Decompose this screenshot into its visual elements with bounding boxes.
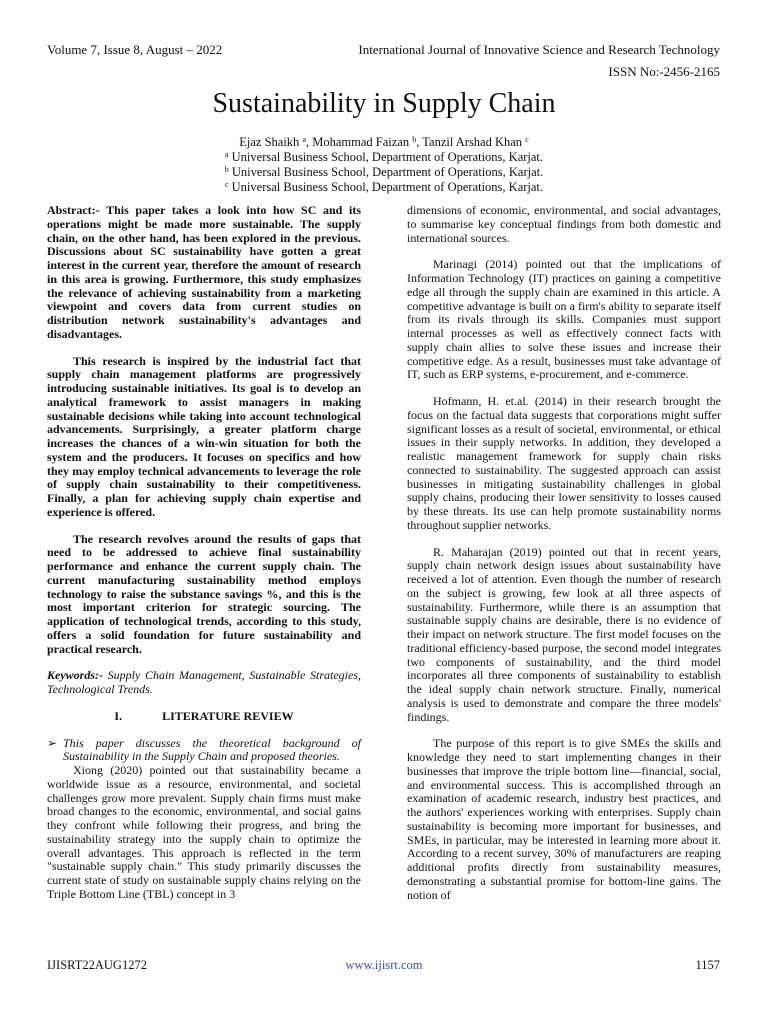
paper-title: Sustainability in Supply Chain <box>212 88 556 119</box>
author-sep: , <box>306 135 313 149</box>
paper-code: IJISRT22AUG1272 <box>47 958 147 972</box>
journal-url-link[interactable]: www.ijisrt.com <box>345 958 423 972</box>
affiliation-a-sup: a <box>224 150 229 159</box>
section-title: LITERATURE REVIEW <box>162 708 294 723</box>
abstract-text: This paper takes a look into how SC and its operations might be made more sustainable. The supply chain, on the other hand, has been explored in the previous. Discussions about SC sustainability have gotten a great interest in the current year, therefore the amount of research in this area is growing. Furthermore, this study emphasizes the relevance of achieving sustainability from a marketing viewpoint and covers data from current studies on distribution network sustainability's advantages and disadvantages. <box>47 203 361 341</box>
marinagi-paragraph: Marinagi (2014) pointed out that the implications of Information Technology (IT) practices on gaining a competitive edge all through the supply chain are examined in this article. A competitive advantage is built on a firm's ability to separate itself from its rivals through its skills. Companies must support internal processes as well as effectively connect facts with supply chain allies to solve these issues and increase their competitive edge. As a result, businesses must take advantage of IT, such as ERP systems, e-procurement, and e-commerce. <box>407 257 721 382</box>
author-3-sup: c <box>525 135 529 144</box>
affiliation-c-text: Universal Business School, Department of Operations, Karjat. <box>231 180 544 194</box>
abstract-paragraph-2: This research is inspired by the industrial fact that supply chain management platforms are progressively introducing sustainable initiatives. Its goal is to develop an analytical framework to assist managers in making sustainable decisions while taking into account technological advancements. Surprisingly, a greater platform charge increases the chances of a win-win situation for both the system and the producers. It focuses on specifics and how they may employ technical advancements to leverage the role of supply chain sustainability to their competitiveness. Finally, a plan for achieving supply chain expertise and experience is offered. <box>47 353 361 519</box>
volume-info: Volume 7, Issue 8, August – 2022 <box>47 42 223 57</box>
abstract-label: Abstract:- <box>47 203 100 217</box>
section-number: I. <box>114 708 123 723</box>
abstract-paragraph <box>47 204 361 342</box>
bullet-text: This paper discusses the theoretical background of Sustainability in the Supply Chain and proposed theories. <box>63 735 361 764</box>
keywords-text: Supply Chain Management, Sustainable Strategies, Technological Trends. <box>47 668 361 696</box>
right-column <box>407 204 721 915</box>
arrow-bullet-icon: ➢ <box>47 735 58 750</box>
author-2: Mohammad Faizan <box>312 135 410 149</box>
issn: ISSN No:-2456-2165 <box>608 64 720 79</box>
affiliation-c-sup: c <box>224 180 229 189</box>
author-1-sup: a <box>302 135 306 144</box>
author-2-sup: b <box>412 135 417 144</box>
bullet-item <box>47 737 361 765</box>
affiliation-a <box>0 150 768 165</box>
hofmann-paragraph: Hofmann, H. et.al. (2014) in their research brought the focus on the factual data suggests that corporations might suffer significant losses as a result of societal, environmental, or ethical issues in their supply networks. In addition, they developed a realistic management framework for supply chain risks connected to sustainability. The suggested approach can assist businesses in mitigating sustainability challenges in global supply chains, producing their lower sensitivity to losses caused by these threats. Its use can help promote sustainability norms throughout supplier networks. <box>407 394 721 532</box>
affiliation-b-text: Universal Business School, Department of Operations, Karjat. <box>231 165 544 179</box>
author-list <box>0 135 768 150</box>
affiliation-b-sup: b <box>224 165 229 174</box>
journal-name: International Journal of Innovative Science and Research Technology <box>358 42 720 57</box>
xiong-paragraph: Xiong (2020) pointed out that sustainability became a worldwide issue as a resource, environmental, and societal challenges grow more prevalent. Supply chain firms must make broad changes to the economic, environmental, and social gains they confront while following their progress, and bring the sustainability strategy into the supply chain to optimize the overall advantages. This approach is reflected in the term "sustainable supply chain." This study primarily discusses the current state of study on sustainable supply chains relying on the Triple Bottom Line (TBL) concept in 3 <box>47 763 361 901</box>
author-block <box>0 135 768 195</box>
abstract-paragraph-3: The research revolves around the results of gaps that need to be addressed to achieve final sustainability performance and enhance the current supply chain. The current manufacturing sustainability method employs technology to raise the substance savings %, and this is the most important criterion for strategic sourcing. The application of technological trends, according to this study, offers a solid foundation for future sustainability and practical research. <box>47 531 361 656</box>
body-paragraph-continued: dimensions of economic, environmental, and social advantages, to summarise key conceptual findings from both domestic and international sources. <box>407 203 721 245</box>
affiliation-a-text: Universal Business School, Department of Operations, Karjat. <box>231 150 544 164</box>
keywords <box>47 669 361 697</box>
section-heading <box>47 710 361 724</box>
author-3: Tanzil Arshad Khan <box>422 135 523 149</box>
left-column <box>47 204 361 915</box>
affiliation-c <box>0 180 768 195</box>
page-number: 1157 <box>695 958 720 972</box>
affiliation-b <box>0 165 768 180</box>
author-sep: , <box>416 135 423 149</box>
maharajan-paragraph: R. Maharajan (2019) pointed out that in recent years, supply chain network design issues about sustainability have received a lot of attention. Even though the number of research on the subject is growing, few look at all three aspects of sustainability. Furthermore, while there is an assumption that sustainable supply chains are desirable, there is no evidence of their impact on network structure. The first model focuses on the traditional efficiency-based purpose, the second model integrates two components of sustainability, and the third model incorporates all three components of sustainability to establish the ideal supply chain network structure. Finally, numerical analysis is used to demonstrate and compare the three models' findings. <box>407 544 721 724</box>
keywords-label: Keywords:- <box>47 668 103 683</box>
purpose-paragraph: The purpose of this report is to give SMEs the skills and knowledge they need to start implementing changes in their businesses that improve the triple bottom line—financial, social, and environmental success. This is accomplished through an examination of academic research, industry best practices, and the authors' experiences working with enterprises. Supply chain sustainability is becoming more important for businesses, and SMEs, in particular, may be interested in learning more about it. According to a recent survey, 30% of manufacturers are reaping additional profits directly from sustainability measures, demonstrating a substantial promise for bottom-line gains. The notion of <box>407 736 721 902</box>
author-1: Ejaz Shaikh <box>239 135 300 149</box>
